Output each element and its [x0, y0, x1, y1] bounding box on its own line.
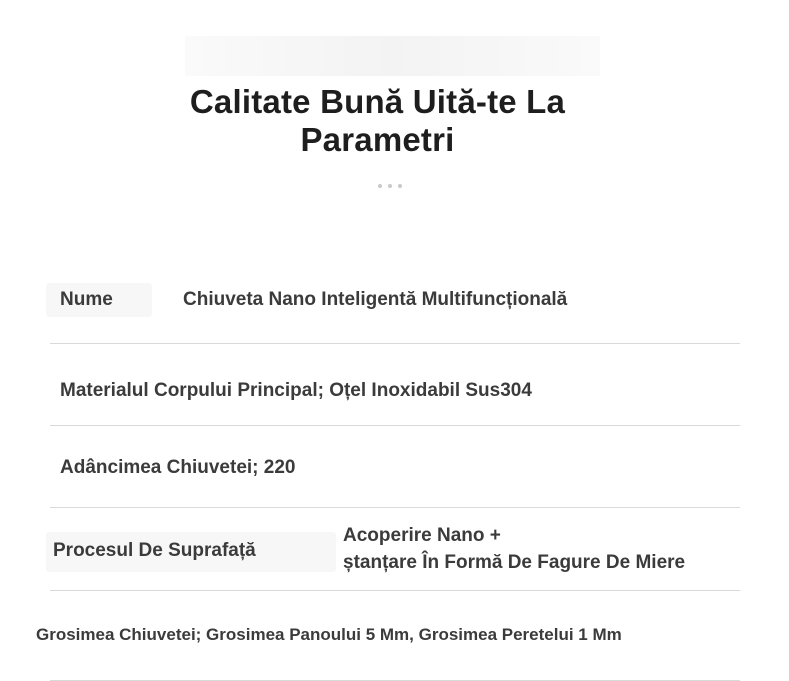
thickness-spec: Grosimea Chiuvetei; Grosimea Panoului 5 Mm, Grosimea Peretelui 1 Mm — [36, 625, 622, 644]
page-title — [0, 83, 755, 159]
row-divider — [50, 343, 740, 344]
page-title-line2: Parametri — [300, 121, 455, 158]
row-divider — [50, 590, 740, 591]
header-banner — [185, 36, 600, 76]
process-value-line2: ștanțare În Formă De Fagure De Miere — [343, 552, 686, 573]
page-title-line1: Calitate Bună Uită-te La — [189, 83, 566, 120]
process-label: Procesul De Suprafață — [53, 540, 256, 561]
dot — [388, 184, 392, 188]
name-value: Chiuveta Nano Inteligentă Multifuncțională — [183, 289, 568, 310]
material-spec: Materialul Corpului Principal; Oțel Inoxidabil Sus304 — [60, 380, 532, 401]
separator-dots — [378, 184, 402, 188]
depth-spec: Adâncimea Chiuvetei; 220 — [60, 457, 296, 478]
row-divider — [50, 507, 740, 508]
process-value-line1: Acoperire Nano + — [343, 525, 501, 546]
row-divider — [50, 425, 740, 426]
dot — [378, 184, 382, 188]
dot — [398, 184, 402, 188]
name-label: Nume — [60, 289, 113, 310]
